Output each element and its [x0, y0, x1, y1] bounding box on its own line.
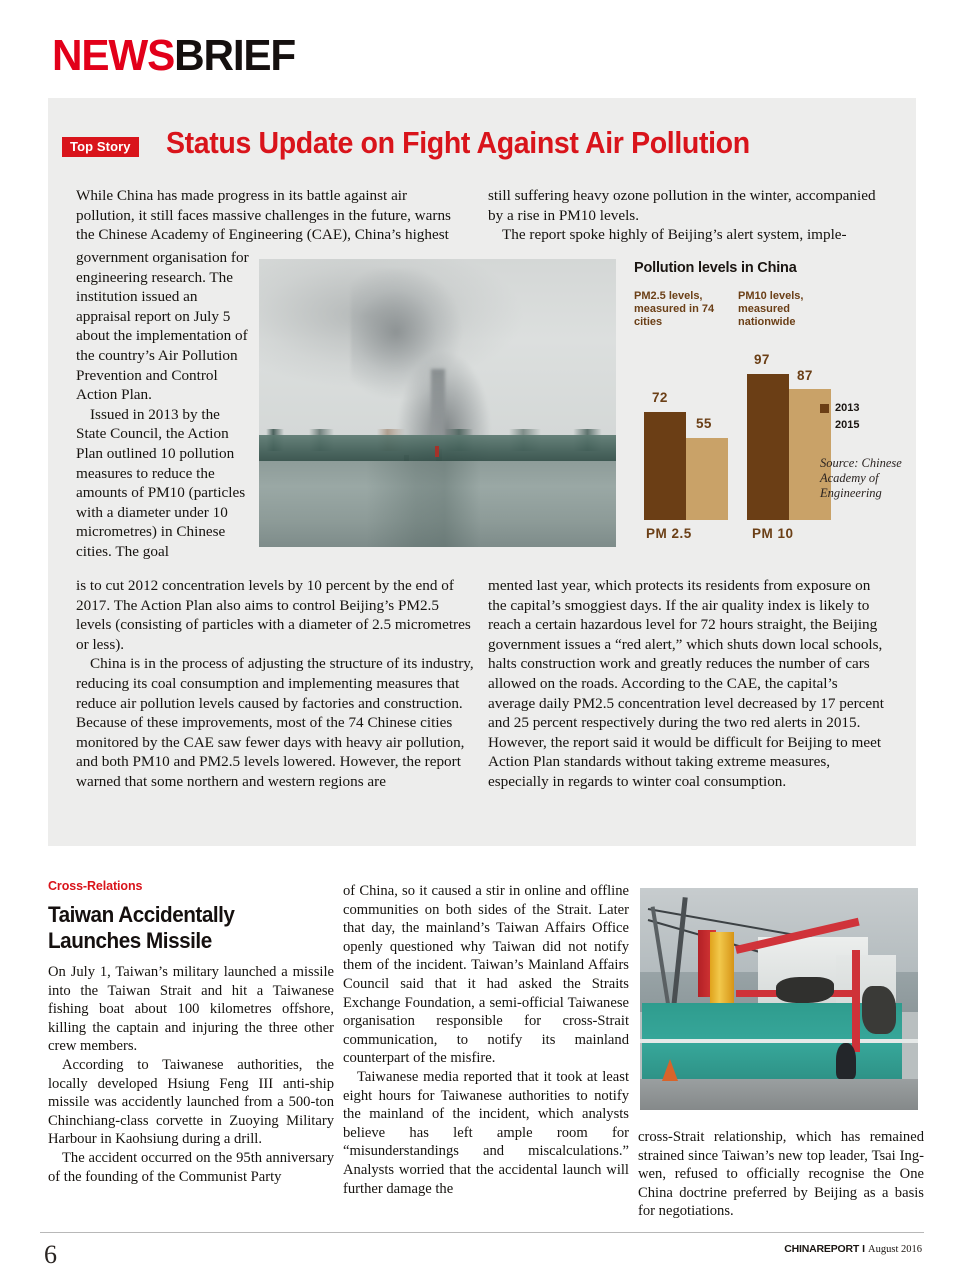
chart-source-note: Source: Chinese Academy of Engineering [820, 456, 902, 500]
top-story-wide-left-column [76, 576, 474, 792]
paragraph: of China, so it caused a stir in online and offline communities on both sides of the Strait. Later that day, the mainland’s Taiwan Affairs Office openly questioned why Taiwan did not notify them of the incident. Taiwan’s Mainland Affairs Council said that it had asked the Straits Exchange Foundation, a semi-official Taiwanese organisation responsible for cross-Strait communication, to notify its mainland counterpart of the misfire. [343, 883, 629, 1067]
bar-value-pm25-2013: 72 [652, 390, 668, 405]
photo-red-marker [435, 446, 439, 457]
chart-group-subtitle-pm25: PM2.5 levels, measured in 74 cities [634, 290, 715, 328]
paragraph: government organisation for engineering research. The institution issued an appraisal report on July 5 about the implementation of the country’s Air Pollution Prevention and Control Action Plan. [76, 249, 249, 404]
traffic-cone-icon [662, 1059, 678, 1081]
boat-damage-hole-2 [862, 986, 896, 1034]
cross-relations-column-1 [48, 963, 334, 1186]
bar-pm25-2013 [644, 412, 686, 520]
legend-item-2015 [820, 419, 859, 431]
cross-relations-headline: Taiwan Accidentally Launches Missile [48, 902, 235, 953]
damaged-fishing-boat-photo [640, 888, 918, 1110]
boat-red-frame-vertical [852, 950, 860, 1052]
masthead [52, 31, 296, 80]
factory-smokestack-photo [259, 259, 616, 547]
top-story-badge: Top Story [62, 137, 139, 157]
footer-separator: I [862, 1243, 866, 1255]
cross-relations-column-2 [343, 882, 629, 1198]
bar-pm25-2015 [686, 438, 728, 520]
pollution-bar-chart [634, 260, 906, 552]
paragraph: is to cut 2012 concentration levels by 10 percent by the end of 2017. The Action Plan also aims to control Beijing’s PM2.5 levels (consisting of particles with a diameter of 2.5 micrometres or less). [76, 577, 471, 653]
paragraph: still suffering heavy ozone pollution in the winter, accompanied by a rise in PM10 levels. [488, 187, 876, 224]
legend-label-2013: 2013 [835, 402, 860, 414]
footer-divider [40, 1232, 924, 1233]
paragraph: Issued in 2013 by the State Council, the Action Plan outlined 10 pollution measures to reduce the amounts of PM10 (particles with a diameter under 10 micrometres) in Chinese cities. The goal [76, 405, 246, 560]
top-story-right-column [488, 186, 886, 245]
paragraph: On July 1, Taiwan’s military launched a missile into the Taiwan Strait and hit a Taiwanese fishing boat about 100 kilometres offshore, killing the captain and injuring the three other crew members. [48, 964, 334, 1055]
footer-publication-info [784, 1243, 922, 1255]
paragraph: China is in the process of adjusting the structure of its industry, reducing its coal consumption and implementing measures that reduce air pollution levels caused by factories and construction. Because of these improvements, most of the 74 Chinese cities monitored by the CAE saw fewer days with heavy air pollution, and both PM10 and PM2.5 levels lowered. However, the report warned that some northern and western regions are [76, 655, 474, 790]
legend-item-2013 [820, 402, 859, 414]
boat-photo-dock [640, 1079, 918, 1110]
chart-category-label-pm25: PM 2.5 [646, 526, 692, 541]
chart-title: Pollution levels in China [634, 260, 797, 276]
cross-relations-kicker: Cross-Relations [48, 879, 143, 893]
paragraph: cross-Strait relationship, which has remained strained since Taiwan’s new top leader, Tsai Ing-wen, refused to officially recognise the One China doctrine preferred by Beijing as a basis for negotiations. [638, 1129, 924, 1220]
legend-label-2015: 2015 [835, 419, 860, 431]
boat-person [836, 1043, 856, 1079]
legend-swatch-2015 [820, 421, 829, 430]
bar-value-pm10-2015: 87 [797, 368, 813, 383]
paragraph: mented last year, which protects its residents from exposure on the capital’s smoggiest days. If the air quality index is likely to reach a certain hazardous level for 72 hours straight, the Beijing government issues a “red alert,” which shuts down local schools, halts construction work and greatly reduces the number of cars allowed on the roads. According to the CAE, the capital’s average daily PM2.5 concentration level decreased by 17 percent and 25 percent respectively during the two red alerts in 2015. However, the report said it would be difficult for Beijing to meet Action Plan standards without taking extreme measures, especially in regards to winter coal consumption. [488, 577, 884, 790]
cross-relations-column-3 [638, 1128, 924, 1221]
chart-category-label-pm10: PM 10 [752, 526, 794, 541]
top-story-headline: Status Update on Fight Against Air Pollution [166, 125, 750, 160]
paragraph: The accident occurred on the 95th anniversary of the founding of the Communist Party [48, 1149, 334, 1185]
boat-railing [640, 1039, 918, 1043]
paragraph: Taiwanese media reported that it took at least eight hours for Taiwanese authorities to notify the mainland of the incident, which analysts believe has left ample room for “misunderstandings and miscalculations.” Analysts worried that the accidental launch will further damage the [343, 1068, 629, 1197]
masthead-brief: BRIEF [174, 31, 296, 80]
bar-pm10-2013 [747, 374, 789, 520]
legend-swatch-2013 [820, 404, 829, 413]
bar-value-pm25-2015: 55 [696, 416, 712, 431]
chart-legend [820, 402, 859, 436]
paragraph: The report spoke highly of Beijing’s alert system, imple- [502, 226, 847, 244]
top-story-left-column [76, 248, 254, 562]
masthead-news: NEWS [52, 31, 175, 80]
footer-date: August 2016 [868, 1244, 922, 1255]
photo-water-reflection [259, 461, 616, 547]
chart-group-subtitle-pm10: PM10 levels, measured nationwide [738, 290, 804, 328]
top-story-wide-right-column [488, 576, 886, 792]
paragraph: According to Taiwanese authorities, the locally developed Hsiung Feng III anti-ship missile was accidently launched from a 500-ton Chinchiang-class corvette in Zuoying Military Harbour in Kaohsiung during a drill. [48, 1056, 334, 1148]
top-story-lead: While China has made progress in its battle against air pollution, it still faces massive challenges in the future, warns the Chinese Academy of Engineering (CAE), China’s highest [76, 187, 451, 244]
boat-damage-hole [776, 977, 834, 1003]
footer-brand: CHINAREPORT [784, 1243, 860, 1255]
page-number: 6 [44, 1240, 57, 1269]
bar-value-pm10-2013: 97 [754, 352, 770, 367]
